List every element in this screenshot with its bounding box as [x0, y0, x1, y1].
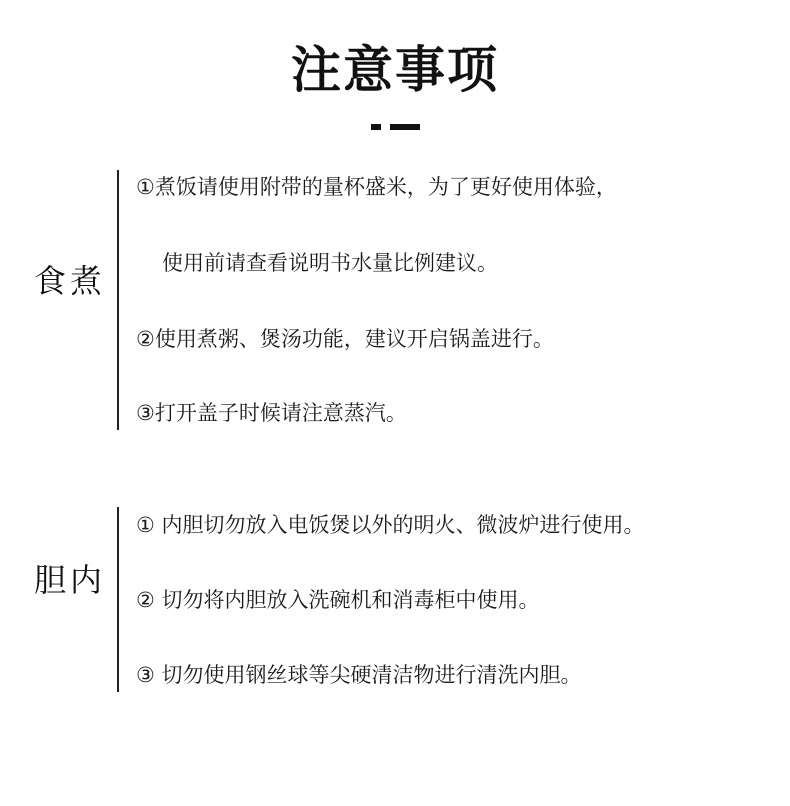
inner-pot-item-3: ③ 切勿使用钢丝球等尖硬清洁物进行清洗内胆。	[136, 663, 582, 687]
cooking-item-3: ③打开盖子时候请注意蒸汽。	[136, 401, 407, 425]
cooking-item-1: ①煮饭请使用附带的量杯盛米，为了更好使用体验，	[136, 175, 617, 199]
cooking-item-1-cont: 使用前请查看说明书水量比例建议。	[162, 251, 498, 275]
section-label-cooking: 煮食	[29, 264, 103, 296]
section-rule-cooking	[117, 170, 119, 430]
title-divider-long	[390, 124, 420, 130]
cooking-item-2: ②使用煮粥、煲汤功能，建议开启锅盖进行。	[136, 327, 554, 351]
section-label-inner-pot: 内胆	[29, 563, 103, 595]
section-rule-inner-pot	[117, 507, 119, 692]
page-title: 注意事项	[291, 41, 499, 99]
title-divider-short	[371, 124, 381, 130]
inner-pot-item-2: ② 切勿将内胆放入洗碗机和消毒柜中使用。	[136, 588, 540, 612]
inner-pot-item-1: ① 内胆切勿放入电饭煲以外的明火、微波炉进行使用。	[136, 513, 645, 537]
